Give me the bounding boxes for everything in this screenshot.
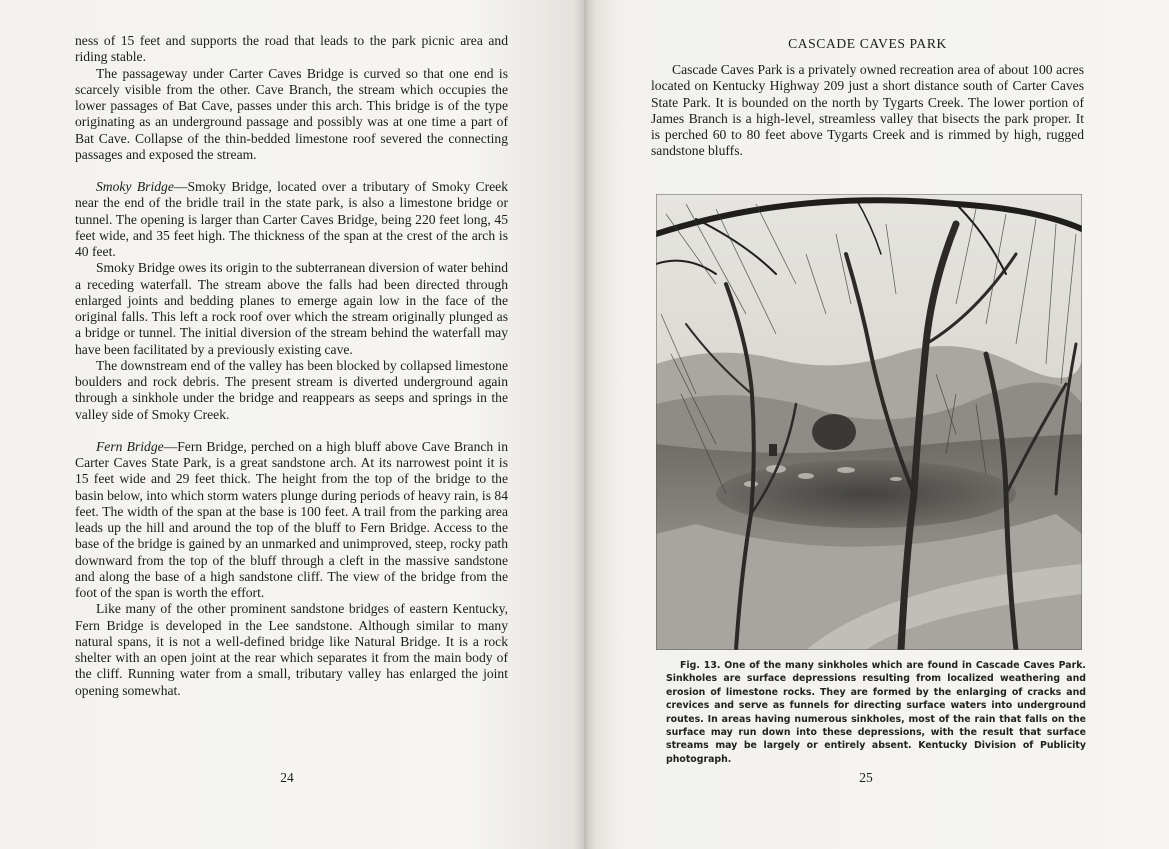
left-page — [0, 0, 584, 849]
paragraph-fern-lee-sandstone: Like many of the other prominent sandstone bridges of eastern Kentucky, Fern Bridge is developed in the Lee sandstone. Although similar to many natural spans, it is not a well-defined bridge like Natural Bridge. It is a rock shelter with an open joint at the rear which separates it from the main body of the cliff. Running water from a small, tributary valley has enlarged the joint opening somewhat. — [75, 601, 508, 698]
book-gutter-shadow — [574, 0, 596, 849]
page-number-right: 25 — [859, 770, 873, 785]
running-head: CASCADE CAVES PARK — [788, 36, 947, 51]
heading-fern-bridge: Fern Bridge — [96, 438, 164, 454]
sinkhole-photograph — [656, 194, 1082, 650]
smoky-bridge-text: —Smoky Bridge, located over a tributary of Smoky Creek near the end of the bridle trail in the state park, is also a limestone bridge or tunnel. The opening is larger than Carter Caves Bridge, being 220 feet long, 45 feet wide, and 35 feet high. The thickness of the span at the crest of the arch is 40 feet. — [75, 179, 508, 259]
left-text-column — [75, 33, 508, 699]
paragraph-carter-caves-bridge: The passageway under Carter Caves Bridge is curved so that one end is scarcely visible from the other. Cave Branch, the stream which occupies the lower passages of Bat Cave, passes under this arch. This bridge is of the type originating as an underground passage and possibly was at one time a part of Bat Cave. Collapse of the thin-bedded limestone roof severed the connecting passages and exposed the stream. — [75, 65, 508, 162]
caption-text: Fig. 13. One of the many sinkholes which are found in Cascade Caves Park. Sinkholes are surface depressions resulting from localized weathering and erosion of limestone rocks. They are formed by the enlarging of cracks and crevices and serve as funnels for directing surface waters into underground routes. In areas having numerous sinkholes, most of the rain that falls on the surface may run down into these depressions, with the result that surface streams may be largely or entirely absent. Kentucky Division of Publicity photograph. — [666, 660, 1086, 765]
right-page — [584, 0, 1169, 849]
intro-text — [651, 62, 1084, 160]
paragraph-smoky-origin: Smoky Bridge owes its origin to the subterranean diversion of water behind a receding waterfall. The stream above the falls had been directed through enlarged joints and bedding planes to emerge again low in the face of the original falls. This left a rock roof over which the stream originally plunged as a bridge or tunnel. The initial diversion of the stream behind the waterfall may have been facilitated by a previously existing cave. — [75, 260, 508, 357]
figure-caption — [666, 659, 1086, 766]
section-fern-bridge — [75, 439, 508, 602]
photo-illustration — [656, 194, 1082, 650]
paragraph-cascade-intro: Cascade Caves Park is a privately owned recreation area of about 100 acres located on Kentucky Highway 209 just a short distance south of Carter Caves State Park. It is bounded on the north by Tygarts Creek. The lower portion of James Branch is a high-level, streamless valley that bisects the park proper. It is perched 60 to 80 feet above Tygarts Creek and is rimmed by high, rugged sandstone bluffs. — [651, 62, 1084, 159]
paragraph-continued: ness of 15 feet and supports the road that leads to the park picnic area and riding stable. — [75, 33, 508, 65]
fern-bridge-text: —Fern Bridge, perched on a high bluff above Cave Branch in Carter Caves State Park, is a great sandstone arch. At its narrowest point it is 15 feet wide and 29 feet thick. The height from the top of the bridge to the basin below, into which storm waters plunge during periods of heavy rain, is 84 feet. The width of the span at the base is 100 feet. A trail from the parking area leads up the hill and around the top of the bluff to Fern Bridge. Access to the base of the bridge is gained by an unmarked and unimproved, steep, rocky path downward from the top of the bluff through a cleft in the massive sandstone and along the base of a high sandstone cliff. The view of the bridge from the foot of the span is worth the effort. — [75, 438, 508, 600]
section-smoky-bridge — [75, 179, 508, 260]
heading-smoky-bridge: Smoky Bridge — [96, 179, 174, 194]
paragraph-smoky-downstream: The downstream end of the valley has been blocked by collapsed limestone boulders and rock debris. The present stream is diverted underground again through a sinkhole under the bridge and reappears as seeps and springs in the valley side of Smoky Creek. — [75, 357, 508, 422]
page-number-left: 24 — [280, 770, 294, 785]
